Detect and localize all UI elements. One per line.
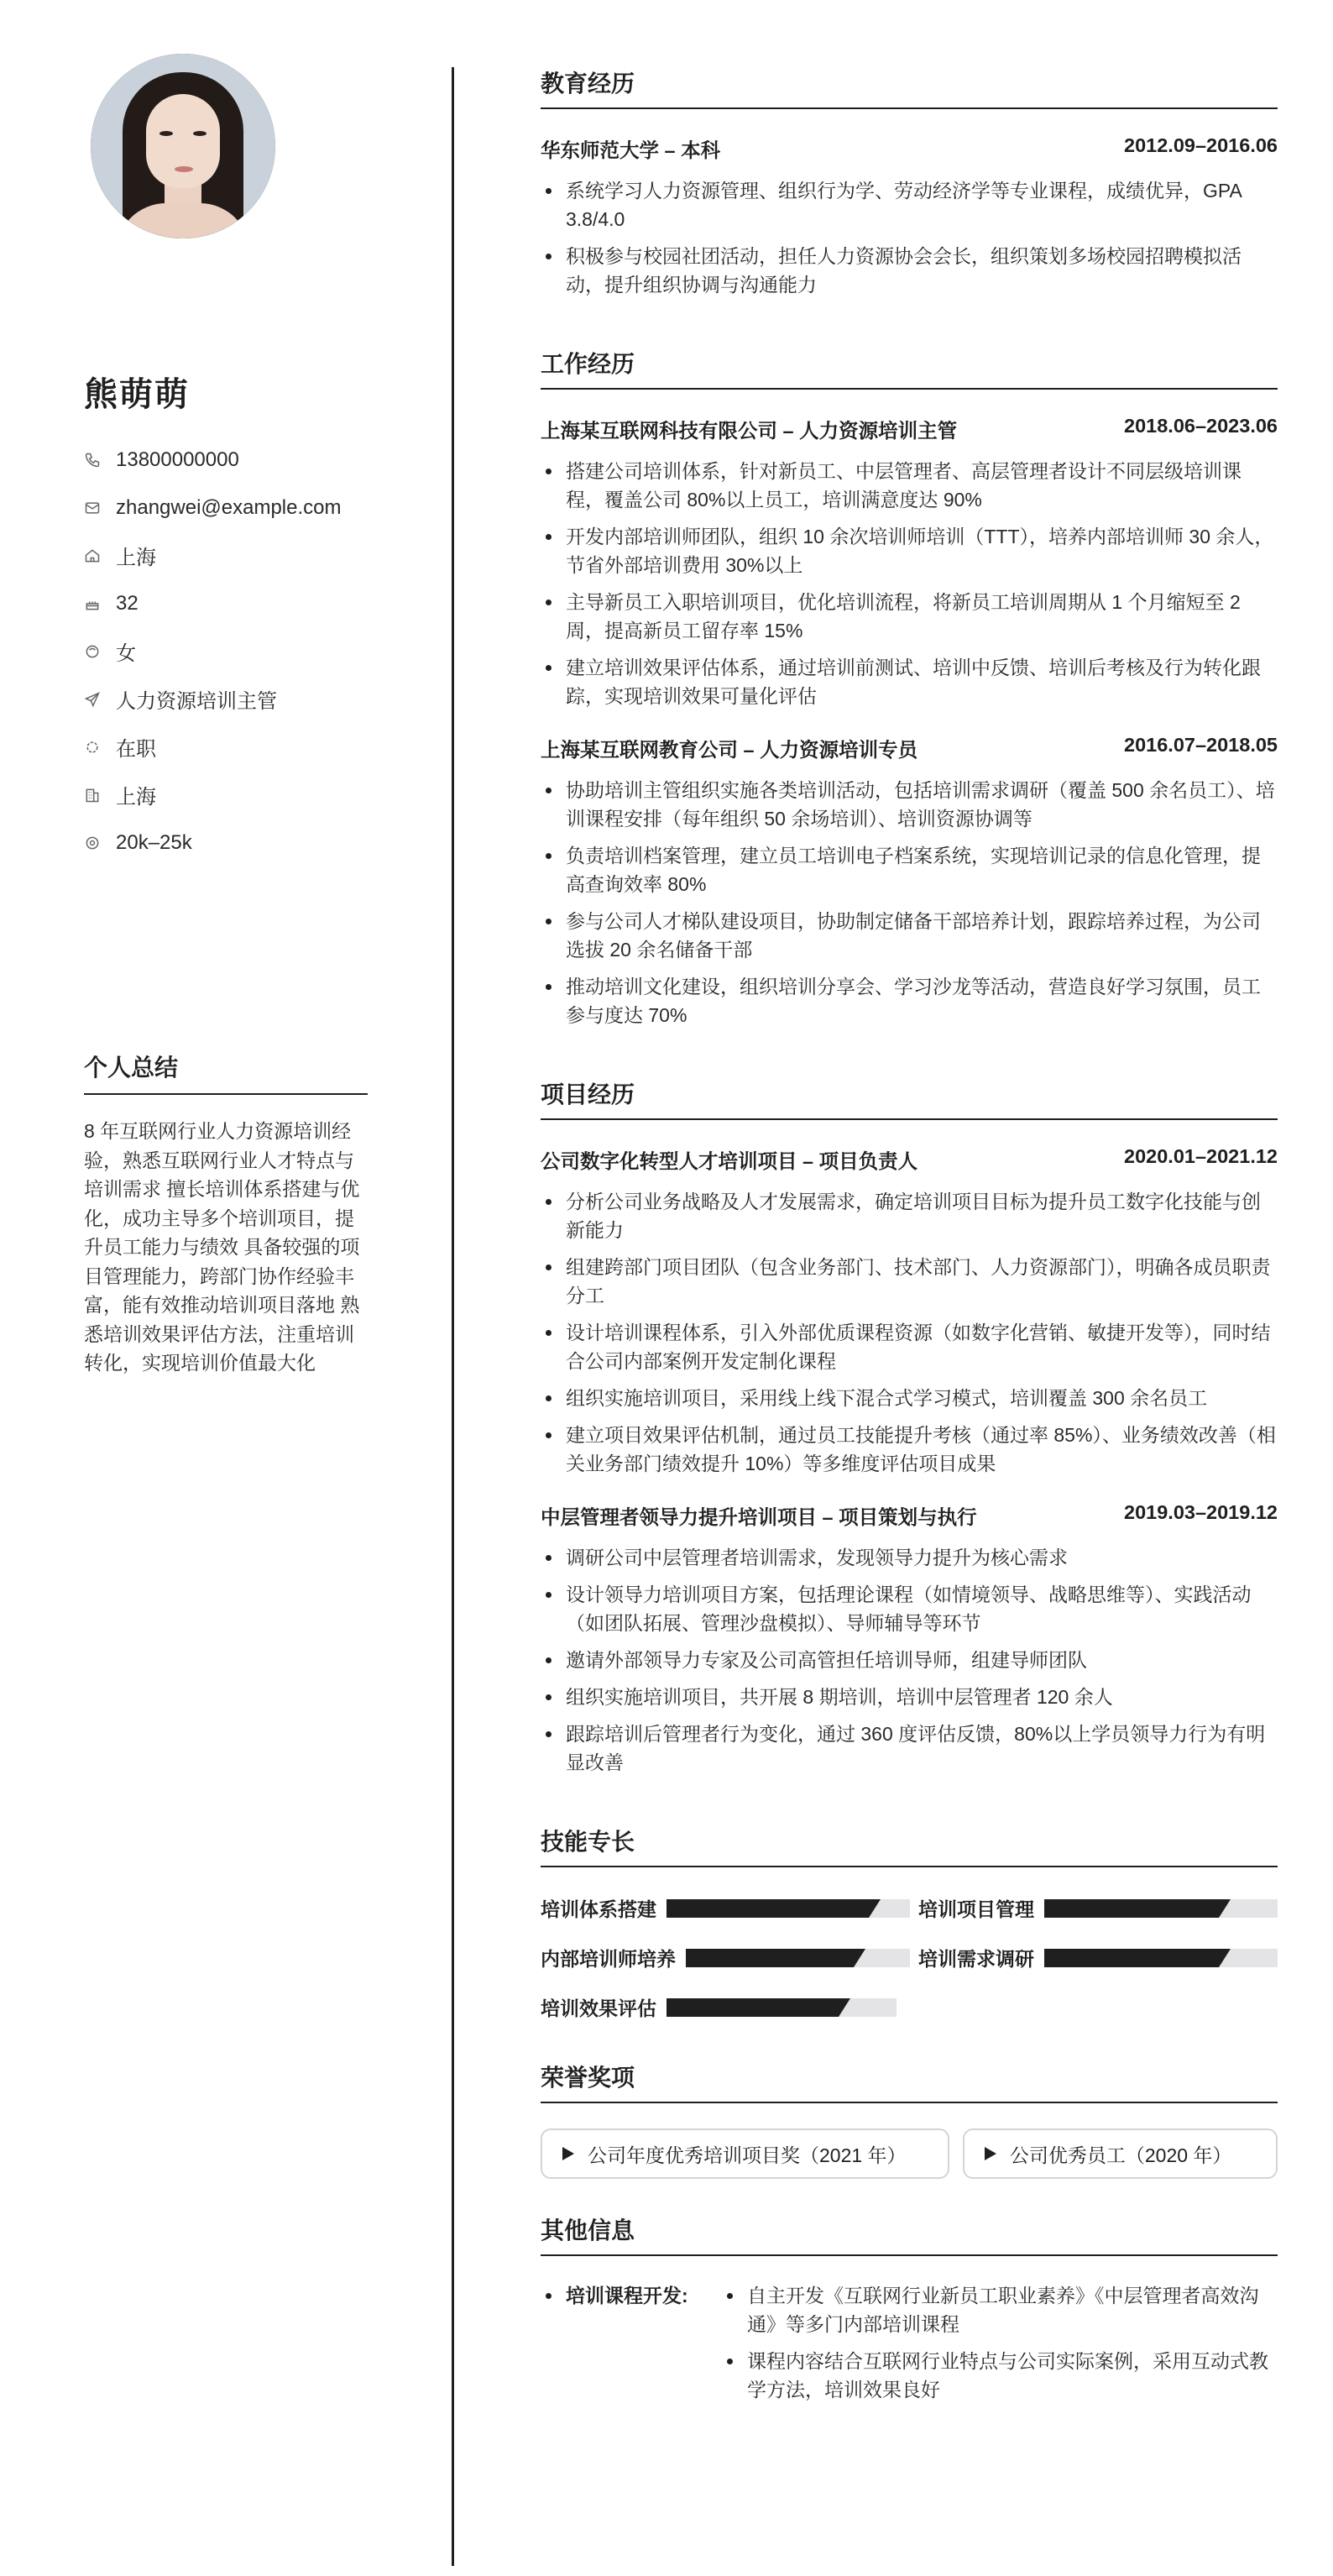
list-item: 自主开发《互联网行业新员工职业素养》《中层管理者高效沟通》等多门内部培训课程 xyxy=(722,2281,1278,2338)
home-icon xyxy=(84,547,101,564)
info-email xyxy=(84,484,369,531)
list-item: 推动培训文化建设，组织培训分享会、学习沙龙等活动，营造良好学习氛围，员工参与度达 70% xyxy=(541,972,1278,1029)
list-item: 跟踪培训后管理者行为变化，通过 360 度评估反馈，80%以上学员领导力行为有明显改善 xyxy=(541,1720,1278,1777)
other-section xyxy=(541,2212,1278,2404)
age-value: 32 xyxy=(116,591,139,615)
education-section xyxy=(541,65,1278,299)
info-phone xyxy=(84,436,369,484)
list-item: 建立培训效果评估体系，通过培训前测试、培训中反馈、培训后考核及行为转化跟踪，实现培训效果可量化评估 xyxy=(541,653,1278,710)
skill-bar-fill xyxy=(686,1949,854,1967)
skill-bar-fill xyxy=(666,1899,869,1918)
salary-icon xyxy=(84,835,101,851)
list-item: 组织实施培训项目，共开展 8 期培训，培训中层管理者 120 余人 xyxy=(541,1683,1278,1711)
list-item: 参与公司人才梯队建设项目，协助制定储备干部培养计划，跟踪培养过程，为公司选拔 20 余名储备干部 xyxy=(541,907,1278,964)
list-item: 协助培训主管组织实施各类培训活动，包括培训需求调研（覆盖 500 余名员工）、培训课程安排（每年组织 50 余场培训）、培训资源协调等 xyxy=(541,776,1278,833)
email-value: zhangwei@example.com xyxy=(116,495,342,519)
bullet-list xyxy=(722,2281,1278,2404)
entry-name: 上海某互联网科技有限公司 – 人力资源培训主管 xyxy=(541,420,958,442)
info-status xyxy=(84,723,369,771)
projects-section xyxy=(541,1076,1278,1777)
list-item: 分析公司业务战略及人才发展需求，确定培训项目目标为提升员工数字化技能与创新能力 xyxy=(541,1187,1278,1244)
bullet-list xyxy=(541,176,1278,299)
info-position xyxy=(84,675,369,723)
bullet-list xyxy=(541,457,1278,710)
section-title: 项目经历 xyxy=(541,1076,1278,1120)
list-item: 搭建公司培训体系，针对新员工、中层管理者、高层管理者设计不同层级培训课程，覆盖公司 80%以上员工，培训满意度达 90% xyxy=(541,457,1278,514)
section-title: 技能专长 xyxy=(541,1824,1278,1867)
summary-text: 8 年互联网行业人力资源培训经验，熟悉互联网行业人才特点与培训需求 擅长培训体系搭建与优化，成功主导多个培训项目，提升员工能力与绩效 具备较强的项目管理能力，跨部门协作经验丰富，能有效推动培训项目落地 熟悉培训效果评估方法，注重培训转化，实现培训价值最大化 xyxy=(84,1120,360,1374)
entry-name: 华东师范大学 – 本科 xyxy=(541,139,721,161)
skill-name: 培训项目管理 xyxy=(918,1898,1034,1920)
entry-header xyxy=(541,1145,1278,1174)
entry-date: 2018.06–2023.06 xyxy=(1124,415,1278,437)
gender-value: 女 xyxy=(116,642,136,665)
send-icon xyxy=(84,691,101,708)
entry-date: 2019.03–2019.12 xyxy=(1124,1501,1278,1523)
work-section xyxy=(541,346,1278,1029)
skill-item xyxy=(541,1894,910,1922)
bullet-list xyxy=(541,1187,1278,1478)
skill-bar-fill xyxy=(666,1998,839,2017)
play-icon xyxy=(985,2147,996,2160)
awards-list xyxy=(541,2128,1278,2179)
city-value: 上海 xyxy=(116,786,156,809)
list-item: 课程内容结合互联网行业特点与公司实际案例，采用互动式教学方法，培训效果良好 xyxy=(722,2347,1278,2404)
skills-section xyxy=(541,1824,1278,2021)
skill-bar xyxy=(1044,1949,1278,1967)
phone-value: 13800000000 xyxy=(116,448,239,471)
skill-name: 培训效果评估 xyxy=(541,1997,656,2019)
salary-value: 20k–25k xyxy=(116,830,192,854)
entry-date: 2016.07–2018.05 xyxy=(1124,734,1278,756)
skill-name: 培训需求调研 xyxy=(918,1948,1034,1970)
contact-info xyxy=(84,436,369,867)
award-item xyxy=(963,2128,1278,2179)
phone-icon xyxy=(84,452,101,469)
skill-bar-fill xyxy=(1044,1899,1219,1918)
list-item: 建立项目效果评估机制，通过员工技能提升考核（通过率 85%）、业务绩效改善（相关业务部门绩效提升 10%）等多维度评估项目成果 xyxy=(541,1421,1278,1478)
info-location xyxy=(84,531,369,579)
mail-icon xyxy=(84,500,101,516)
entry-header xyxy=(541,415,1278,443)
entry-header xyxy=(541,134,1278,163)
award-item xyxy=(541,2128,949,2179)
list-item: 调研公司中层管理者培训需求，发现领导力提升为核心需求 xyxy=(541,1543,1278,1572)
list-item: 开发内部培训师团队，组织 10 余次培训师培训（TTT），培养内部培训师 30 余人，节省外部培训费用 30%以上 xyxy=(541,522,1278,579)
info-gender xyxy=(84,627,369,675)
list-item: 主导新员工入职培训项目，优化培训流程，将新员工培训周期从 1 个月缩短至 2 周，提高新员工留存率 15% xyxy=(541,588,1278,645)
column-divider xyxy=(452,67,454,2566)
skill-item xyxy=(541,1993,897,2021)
gender-icon xyxy=(84,643,101,660)
left-column xyxy=(84,54,369,1378)
entry-header xyxy=(541,734,1278,762)
status-value: 在职 xyxy=(116,738,156,761)
list-item: 邀请外部领导力专家及公司高管担任培训导师，组建导师团队 xyxy=(541,1646,1278,1674)
section-title: 教育经历 xyxy=(541,65,1278,109)
list-item: 负责培训档案管理，建立员工培训电子档案系统，实现培训记录的信息化管理，提高查询效率 80% xyxy=(541,841,1278,898)
entry-date: 2020.01–2021.12 xyxy=(1124,1145,1278,1167)
skills-grid xyxy=(541,1894,1278,2021)
section-title: 其他信息 xyxy=(541,2212,1278,2256)
section-title: 荣誉奖项 xyxy=(541,2060,1278,2103)
info-salary xyxy=(84,819,369,867)
bullet-list xyxy=(541,1543,1278,1777)
skill-item xyxy=(918,1894,1278,1922)
skill-bar xyxy=(666,1899,910,1918)
other-item xyxy=(541,2281,1278,2404)
skill-item xyxy=(918,1944,1278,1971)
entry-date: 2012.09–2016.06 xyxy=(1124,134,1278,156)
section-title: 工作经历 xyxy=(541,346,1278,390)
status-icon xyxy=(84,739,101,756)
skill-name: 内部培训师培养 xyxy=(541,1948,676,1970)
award-label: 公司年度优秀培训项目奖（2021 年） xyxy=(588,2144,907,2166)
position-value: 人力资源培训主管 xyxy=(116,690,277,713)
entry-name: 中层管理者领导力提升培训项目 – 项目策划与执行 xyxy=(541,1506,977,1528)
list-item: 设计领导力培训项目方案，包括理论课程（如情境领导、战略思维等）、实践活动（如团队拓展、管理沙盘模拟）、导师辅导等环节 xyxy=(541,1580,1278,1637)
other-label: 培训课程开发: xyxy=(541,2281,722,2404)
avatar xyxy=(91,54,275,238)
info-age xyxy=(84,579,369,627)
candidate-name: 熊萌萌 xyxy=(84,376,190,413)
bullet-list xyxy=(541,776,1278,1029)
play-icon xyxy=(562,2147,574,2160)
honors-section xyxy=(541,2060,1278,2179)
building-icon xyxy=(84,787,101,804)
summary-title: 个人总结 xyxy=(84,1050,368,1095)
right-column xyxy=(541,65,1278,2404)
award-label: 公司优秀员工（2020 年） xyxy=(1009,2144,1232,2166)
skill-name: 培训体系搭建 xyxy=(541,1898,656,1920)
skill-bar xyxy=(666,1998,897,2017)
list-item: 设计培训课程体系，引入外部优质课程资源（如数字化营销、敏捷开发等），同时结合公司内部案例开发定制化课程 xyxy=(541,1318,1278,1375)
entry-name: 上海某互联网教育公司 – 人力资源培训专员 xyxy=(541,739,918,761)
list-item: 系统学习人力资源管理、组织行为学、劳动经济学等专业课程，成绩优异，GPA 3.8/4.0 xyxy=(541,176,1278,233)
skill-bar-fill xyxy=(1044,1949,1219,1967)
list-item: 积极参与校园社团活动，担任人力资源协会会长，组织策划多场校园招聘模拟活动，提升组织协调与沟通能力 xyxy=(541,242,1278,299)
entry-name: 公司数字化转型人才培训项目 – 项目负责人 xyxy=(541,1150,918,1172)
list-item: 组建跨部门项目团队（包含业务部门、技术部门、人力资源部门），明确各成员职责分工 xyxy=(541,1253,1278,1310)
list-item: 组织实施培训项目，采用线上线下混合式学习模式，培训覆盖 300 余名员工 xyxy=(541,1384,1278,1412)
skill-bar xyxy=(1044,1899,1278,1918)
location-value: 上海 xyxy=(116,547,156,569)
info-city xyxy=(84,771,369,819)
entry-header xyxy=(541,1501,1278,1530)
skill-bar xyxy=(686,1949,910,1967)
cake-icon xyxy=(84,595,101,612)
skill-item xyxy=(541,1944,910,1971)
